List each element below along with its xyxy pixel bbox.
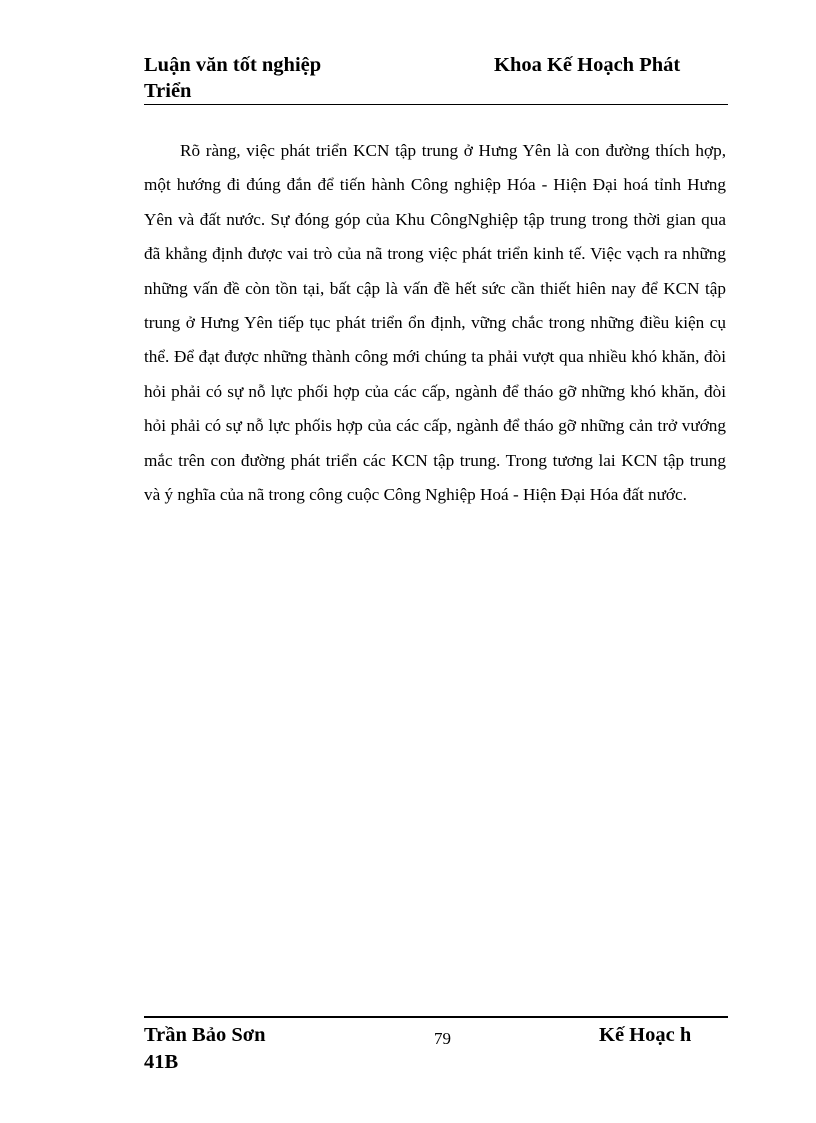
page-number: 79 (434, 1029, 451, 1048)
header-thesis-title: Luận văn tốt nghiệp (144, 54, 322, 76)
page-header (144, 52, 728, 105)
body-paragraph: Rõ ràng, việc phát triển KCN tập trung ở Hưng Yên là con đường thích hợp, một hướng đi đúng đắn để tiến hành Công nghiệp Hóa - Hiện Đại hoá tỉnh Hưng Yên và đất nước. Sự đóng góp của Khu CôngNghiệp tập trung trong thời gian qua đã khẳng định được vai trò của nã trong việc phát triển kinh tế. Việc vạch ra những những vấn đề còn tồn tại, bất cập là vấn đề hết sức cần thiết hiên nay để KCN tập trung ở Hưng Yên tiếp tục phát triển ổn định, vững chắc trong những điều kiện cụ thể. Để đạt được những thành công mới chúng ta phải vượt qua nhiều khó khăn, đòi hỏi phải có sự nỗ lực phối hợp của các cấp, ngành để tháo gỡ những khó khăn, đòi hỏi phải có sự nỗ lực phốis hợp của các cấp, ngành để tháo gỡ những cản trở vướng mắc trên con đường phát triển các KCN tập trung. Trong tương lai KCN tập trung và ý nghĩa của nã trong công cuộc Công Nghiệp Hoá - Hiện Đại Hóa đất nước. (144, 141, 726, 505)
header-faculty-title: Khoa Kế Hoạch Phát (494, 54, 681, 76)
page-footer (144, 1016, 728, 1082)
footer-department: Kế Hoạc h (599, 1024, 692, 1046)
header-faculty-title-wrap: Triển (144, 80, 192, 102)
footer-class: 41B (144, 1051, 179, 1073)
footer-author: Trần Bảo Sơn (144, 1024, 266, 1046)
